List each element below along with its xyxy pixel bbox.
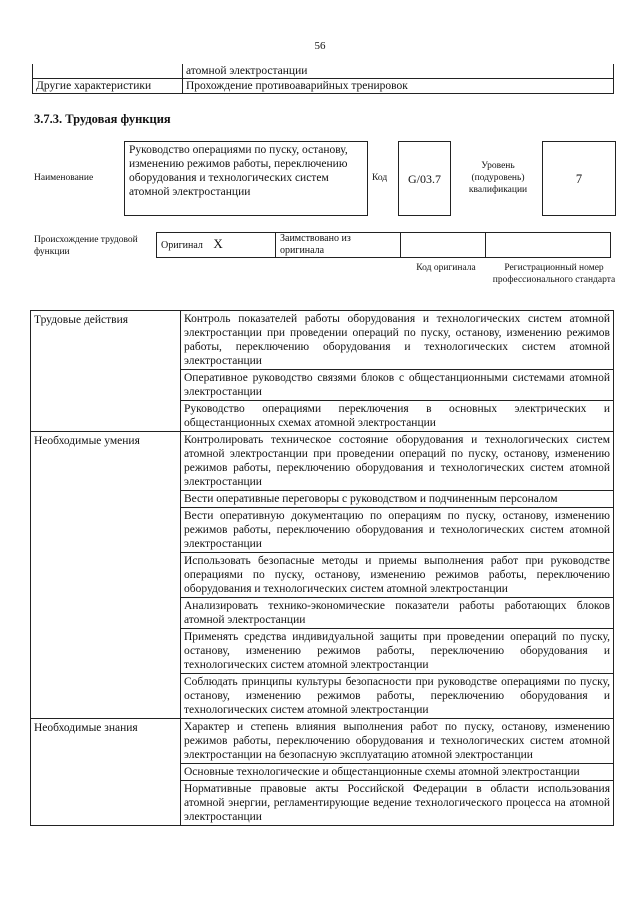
table-row [33, 79, 614, 94]
table-cell: Соблюдать принципы культуры безопасности при руководстве операциями по пуску, останову, изменению режимов работы, переключению оборудования и технологических систем атомной электростанции [181, 674, 614, 719]
code-value-box: G/03.7 [398, 141, 451, 216]
table-cell: Использовать безопасные методы и приемы выполнения работ при руководстве операциями по пуску, останову, изменению режимов работы, переключению оборудования и технологических систем атомной электростанции [181, 553, 614, 598]
table-cell: Оперативное руководство связями блоков с общестанционными системами атомной электростанции [181, 370, 614, 401]
table-cell: Применять средства индивидуальной защиты при проведении операций по пуску, останову, изменению режимов работы, переключению оборудования и технологических систем атомной электростанции [181, 629, 614, 674]
table-row [31, 311, 614, 370]
table-cell: Руководство операциями переключения в основных электрических и общестанционных схемах атомной электростанции [181, 401, 614, 432]
table-cell: Анализировать технико-экономические показатели работы работающих блоков атомной электростанции [181, 598, 614, 629]
table-row [33, 64, 614, 79]
table-row [31, 719, 614, 764]
level-value-box: 7 [542, 141, 616, 216]
table-cell: Характер и степень влияния выполнения работ по пуску, останову, изменению режимов работы, переключению оборудования и технологических систем атомной электростанции на безопасную эксплуатацию атомной электростанции [181, 719, 614, 764]
table-cell [33, 64, 183, 79]
table-cell: Другие характеристики [33, 79, 183, 94]
table-row [157, 233, 611, 258]
code-original-cell [401, 233, 486, 258]
table-cell: Нормативные правовые акты Российской Федерации в области использования атомной энергии, регламентирующие ведение технологического процесса на атомной электростанции [181, 781, 614, 826]
origin-table [156, 232, 611, 258]
page-number: 56 [314, 40, 326, 52]
top-characteristics-table [32, 64, 614, 94]
table-cell: Прохождение противоаварийных тренировок [183, 79, 614, 94]
table-cell: Основные технологические и общестанционные схемы атомной электростанции [181, 764, 614, 781]
category-required-skills: Необходимые умения [31, 432, 181, 719]
borrowed-label: Заимствовано из оригинала [276, 233, 401, 258]
table-cell: Контроль показателей работы оборудования и технологических систем атомной электростанции при проведении операций по пуску, останову, изменению режимов работы, переключению оборудования и технологических систем атомной электростанции [181, 311, 614, 370]
function-name-box: Руководство операциями по пуску, останову, изменению режимов работы, переключению оборудования и технологических систем атомной электростанции [124, 141, 368, 216]
section-title: 3.7.3. Трудовая функция [34, 112, 171, 126]
origin-label: Происхождение трудовой функции [34, 235, 138, 257]
table-cell: Вести оперативную документацию по операциям по пуску, останову, изменению режимов работы, переключению оборудования и технологических систем атомной электростанции [181, 508, 614, 553]
level-label: Уровень (подуровень) квалификации [468, 161, 528, 195]
original-mark: X [213, 236, 223, 251]
category-required-knowledge: Необходимые знания [31, 719, 181, 826]
name-label: Наименование [34, 173, 94, 183]
original-label: Оригинал [161, 240, 203, 251]
code-original-caption: Код оригинала [416, 263, 476, 273]
main-table [30, 310, 614, 826]
table-cell: Вести оперативные переговоры с руководством и подчиненным персоналом [181, 491, 614, 508]
table-row [31, 432, 614, 491]
table-cell: Контролировать техническое состояние оборудования и технологических систем атомной электростанции при проведении операций по пуску, останову, изменению режимов работы, переключению оборудования и технологических систем атомной электростанции [181, 432, 614, 491]
reg-number-cell [486, 233, 611, 258]
reg-number-caption: Регистрационный номер профессионального стандарта [492, 263, 616, 285]
category-labor-actions: Трудовые действия [31, 311, 181, 432]
code-label: Код [372, 173, 388, 183]
table-cell: атомной электростанции [183, 64, 614, 79]
